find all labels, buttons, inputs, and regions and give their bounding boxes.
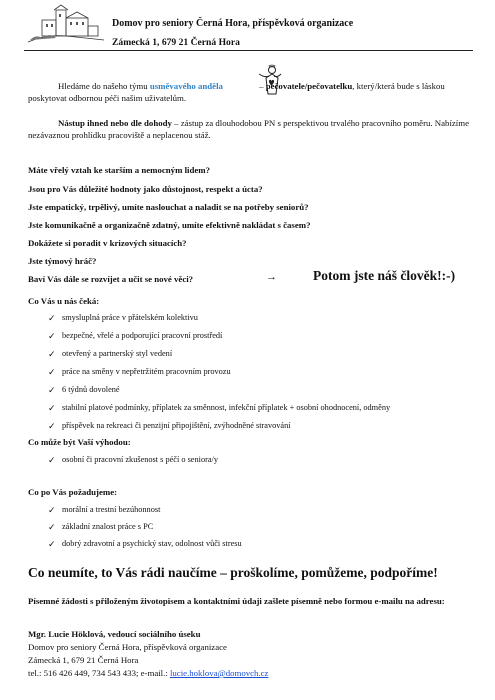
start-bold: Nástup ihned nebo dle dohody	[58, 118, 172, 128]
intro-paragraph	[28, 80, 470, 104]
contact-phone-line	[28, 668, 268, 678]
requirements-title: Co po Vás požadujeme:	[28, 487, 118, 497]
headline: Co neumíte, to Vás rádi naučíme – proškolíme, pomůžeme, podpoříme!	[28, 565, 438, 580]
check-icon: ✓	[48, 421, 56, 431]
intro-text-1: Hledáme do našeho týmu	[58, 81, 150, 91]
contact-name: Mgr. Lucie Höklová, vedoucí sociálního úseku	[28, 629, 201, 639]
intro-text-3: , který/která bude s láskou poskytovat odbornou péči našim uživatelům.	[28, 81, 445, 103]
contact-address: Zámecká 1, 679 21 Černá Hora	[28, 655, 139, 665]
organization-address: Zámecká 1, 679 21 Černá Hora	[112, 37, 240, 48]
question-6: Jste týmový hráč?	[28, 256, 97, 266]
header-divider	[24, 50, 473, 51]
check-icon: ✓	[48, 349, 56, 359]
intro-role: pečovatele/pečovatelku	[265, 81, 353, 91]
check-icon: ✓	[48, 505, 56, 515]
question-7: Baví Vás dále se rozvíjet a učit se nové věci?	[28, 274, 194, 284]
contact-phone: tel.: 516 426 449, 734 543 433; e-mail.:	[28, 668, 170, 678]
question-2: Jsou pro Vás důležité hodnoty jako důstojnost, respekt a úcta?	[28, 184, 263, 194]
start-paragraph	[28, 117, 470, 141]
application-instructions: Písemné žádosti s přiloženým životopisem a kontaktními údaji zašlete písemně nebo formou e-mailu na adresu:	[28, 596, 445, 606]
check-icon: ✓	[48, 455, 56, 465]
check-icon: ✓	[48, 367, 56, 377]
question-4: Jste komunikačně a organizačně zdatný, umíte efektivně nakládat s časem?	[28, 220, 311, 230]
check-icon: ✓	[48, 403, 56, 413]
slogan: Potom jste náš člověk!:-)	[313, 268, 456, 283]
organization-name: Domov pro seniory Černá Hora, příspěvková organizace	[112, 18, 354, 29]
offer-title: Co Vás u nás čeká:	[28, 296, 100, 306]
question-1: Máte vřelý vztah ke starším a nemocným lidem?	[28, 165, 211, 175]
intro-highlight: usměvavého anděla	[149, 81, 223, 91]
arrow-icon: →	[266, 271, 277, 283]
start-text: – zástup za dlouhodobou PN s perspektivou trvalého pracovního poměru. Nabízíme nezávaznou prohlídku pracoviště a neplacenou stáž.	[28, 118, 469, 140]
check-icon: ✓	[48, 539, 56, 549]
check-icon: ✓	[48, 385, 56, 395]
question-3: Jste empatický, trpělivý, umíte naslouchat a naladit se na potřeby seniorů?	[28, 202, 309, 212]
check-icon: ✓	[48, 331, 56, 341]
contact-organization: Domov pro seniory Černá Hora, příspěvková organizace	[28, 642, 227, 652]
check-icon: ✓	[48, 313, 56, 323]
intro-dash: –	[256, 81, 266, 91]
advantage-title: Co může být Vaší výhodou:	[28, 437, 131, 447]
castle-logo	[26, 4, 106, 44]
question-5: Dokážete si poradit v krizových situacích?	[28, 238, 187, 248]
check-icon: ✓	[48, 522, 56, 532]
email-link[interactable]: lucie.hoklova@domovch.cz	[169, 668, 269, 678]
